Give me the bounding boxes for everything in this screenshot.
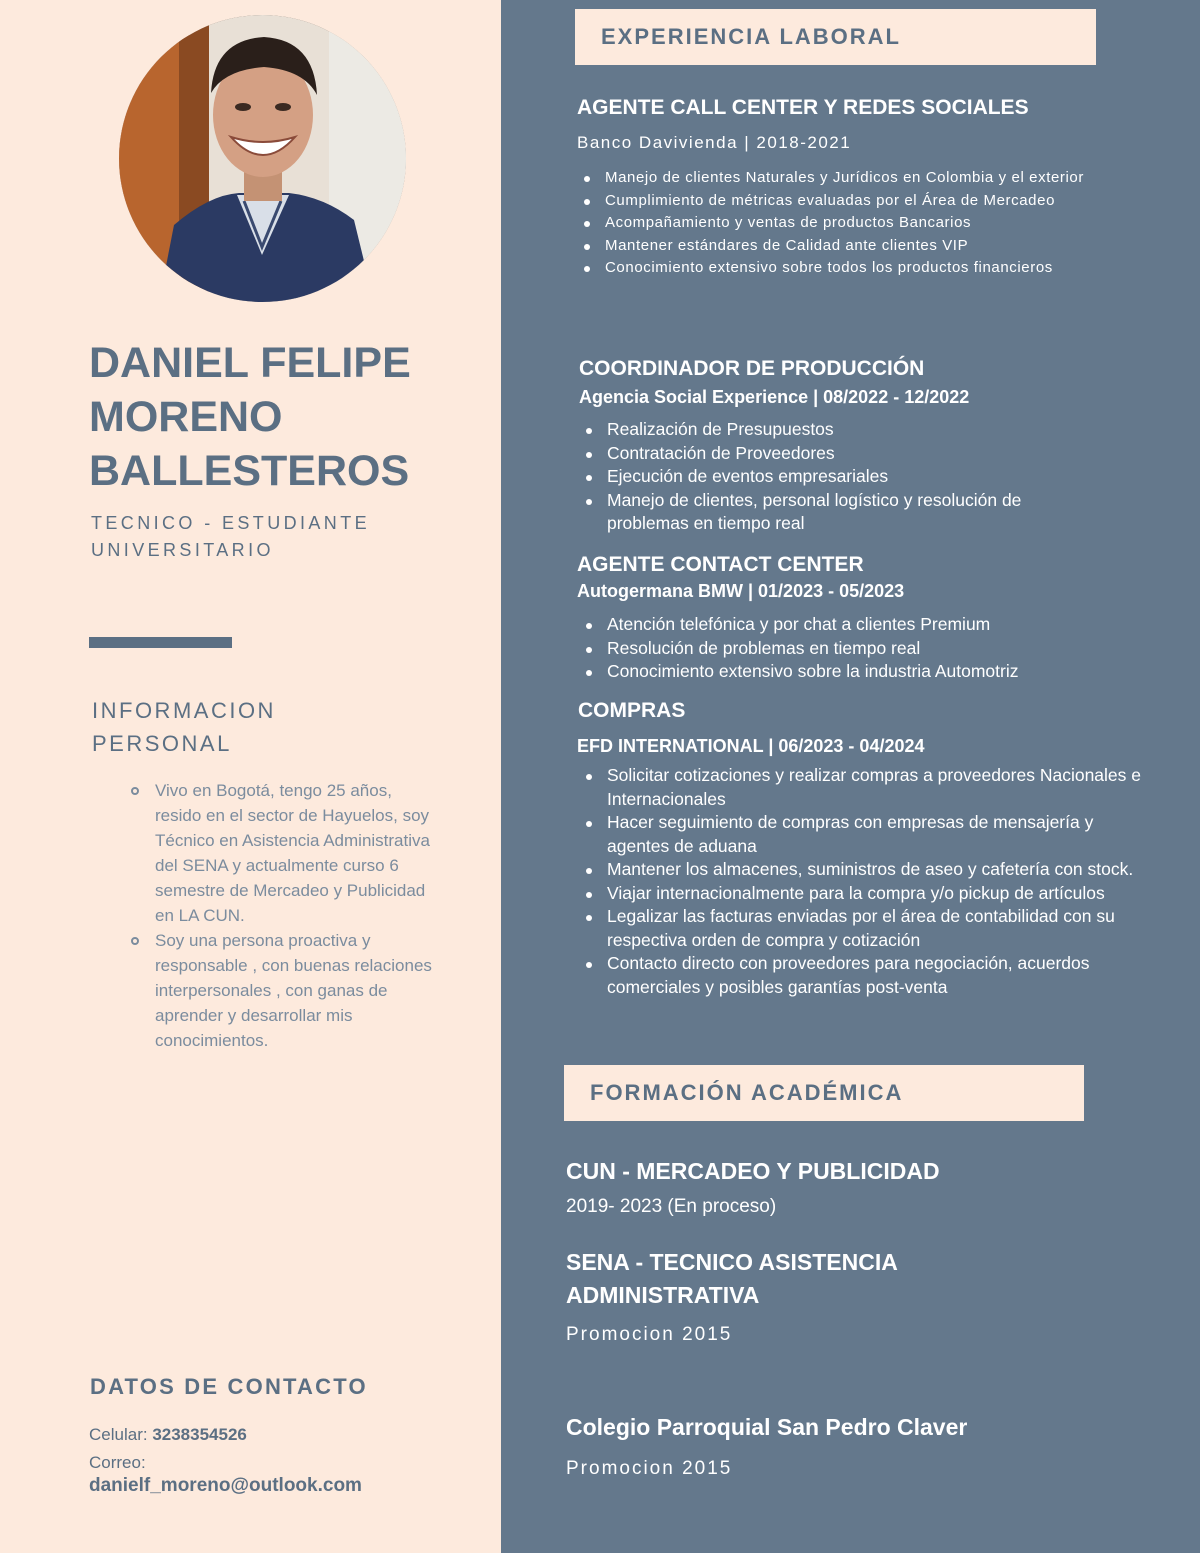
list-item: Conocimiento extensivo sobre la industria Automotriz <box>579 660 1099 684</box>
contact-phone <box>89 1425 247 1445</box>
education-title <box>566 1246 898 1312</box>
phone-label: Celular: <box>89 1425 153 1444</box>
list-item: Hacer seguimiento de compras con empresas de mensajería y agentes de aduana <box>579 811 1154 858</box>
subtitle-line: UNIVERSITARIO <box>91 540 274 560</box>
list-item-text: Soy una persona proactiva y responsable , con buenas relaciones interpersonales , con ganas de aprender y desarrollar mis conocimientos. <box>155 931 432 1050</box>
education-title: CUN - MERCADEO Y PUBLICIDAD <box>566 1158 940 1184</box>
education-title: Colegio Parroquial San Pedro Claver <box>566 1414 968 1440</box>
job-title: COORDINADOR DE PRODUCCIÓN <box>579 357 925 380</box>
job-title: COMPRAS <box>578 699 686 722</box>
education-subtitle: Promocion 2015 <box>566 1458 733 1479</box>
list-item-text: Vivo en Bogotá, tengo 25 años, resido en el sector de Hayuelos, soy Técnico en Asistencia Administrativa del SENA y actualmente curso 6 semestre de Mercadeo y Publicidad en LA CUN. <box>155 781 430 925</box>
list-item: Legalizar las facturas enviadas por el área de contabilidad con su respectiva orden de compra y cotización <box>579 905 1154 952</box>
list-item: Contratación de Proveedores <box>579 442 1079 466</box>
list-item: Atención telefónica y por chat a clientes Premium <box>579 613 1099 637</box>
list-item: Cumplimiento de métricas evaluadas por el Área de Mercadeo <box>577 190 1097 213</box>
name-line: DANIEL FELIPE <box>89 339 411 387</box>
education-subtitle: Promocion 2015 <box>566 1324 733 1345</box>
list-item: Manejo de clientes, personal logístico y resolución de problemas en tiempo real <box>579 489 1079 536</box>
list-item: Mantener los almacenes, suministros de aseo y cafetería con stock. <box>579 858 1154 882</box>
list-item: Contacto directo con proveedores para negociación, acuerdos comerciales y posibles garantías post-venta <box>579 952 1154 999</box>
list-item: Manejo de clientes Naturales y Jurídicos en Colombia y el exterior <box>577 167 1097 190</box>
heading-line: INFORMACION <box>92 698 276 723</box>
list-item: Acompañamiento y ventas de productos Bancarios <box>577 212 1097 235</box>
list-item: Conocimiento extensivo sobre todos los productos financieros <box>577 257 1097 280</box>
education-heading: FORMACIÓN ACADÉMICA <box>564 1065 1084 1121</box>
list-item: Solicitar cotizaciones y realizar compras a proveedores Nacionales e Internacionales <box>579 764 1154 811</box>
list-item: Resolución de problemas en tiempo real <box>579 637 1099 661</box>
list-item: Realización de Presupuestos <box>579 418 1079 442</box>
job-subtitle: Banco Davivienda | 2018-2021 <box>577 133 852 152</box>
email-label: Correo: <box>89 1453 146 1472</box>
list-item <box>129 778 434 928</box>
list-item: Mantener estándares de Calidad ante clientes VIP <box>577 235 1097 258</box>
portrait-illustration <box>119 15 406 302</box>
education-title-line: SENA - TECNICO ASISTENCIA <box>566 1249 898 1275</box>
education-title-line: ADMINISTRATIVA <box>566 1282 760 1308</box>
contact-heading: DATOS DE CONTACTO <box>90 1374 368 1399</box>
list-item: Ejecución de eventos empresariales <box>579 465 1079 489</box>
heading-line: PERSONAL <box>92 731 232 756</box>
job-bullets <box>579 613 1099 684</box>
list-item <box>129 928 434 1053</box>
phone-number: 3238354526 <box>152 1425 247 1444</box>
name-line: MORENO <box>89 393 283 441</box>
personal-info-list <box>129 778 434 1053</box>
divider-bar <box>89 637 232 648</box>
list-item: Viajar internacionalmente para la compra y/o pickup de artículos <box>579 882 1154 906</box>
job-subtitle: Autogermana BMW | 01/2023 - 05/2023 <box>577 581 905 601</box>
name-line: BALLESTEROS <box>89 447 410 495</box>
job-title: AGENTE CONTACT CENTER <box>577 553 864 576</box>
job-bullets <box>579 418 1079 536</box>
job-subtitle: EFD INTERNATIONAL | 06/2023 - 04/2024 <box>577 736 925 756</box>
full-name <box>89 336 489 498</box>
job-subtitle: Agencia Social Experience | 08/2022 - 12/2022 <box>579 387 970 407</box>
email-address[interactable]: danielf_moreno@outlook.com <box>89 1475 362 1496</box>
job-title: AGENTE CALL CENTER Y REDES SOCIALES <box>577 96 1029 119</box>
experience-heading: EXPERIENCIA LABORAL <box>575 9 1096 65</box>
subtitle-line: TECNICO - ESTUDIANTE <box>91 513 371 533</box>
job-bullets <box>579 764 1154 999</box>
bullet-icon <box>131 787 139 795</box>
professional-subtitle <box>91 510 471 564</box>
personal-info-heading <box>92 694 276 760</box>
job-bullets <box>577 167 1097 280</box>
education-subtitle: 2019- 2023 (En proceso) <box>566 1196 777 1217</box>
bullet-icon <box>131 937 139 945</box>
profile-photo <box>119 15 406 302</box>
